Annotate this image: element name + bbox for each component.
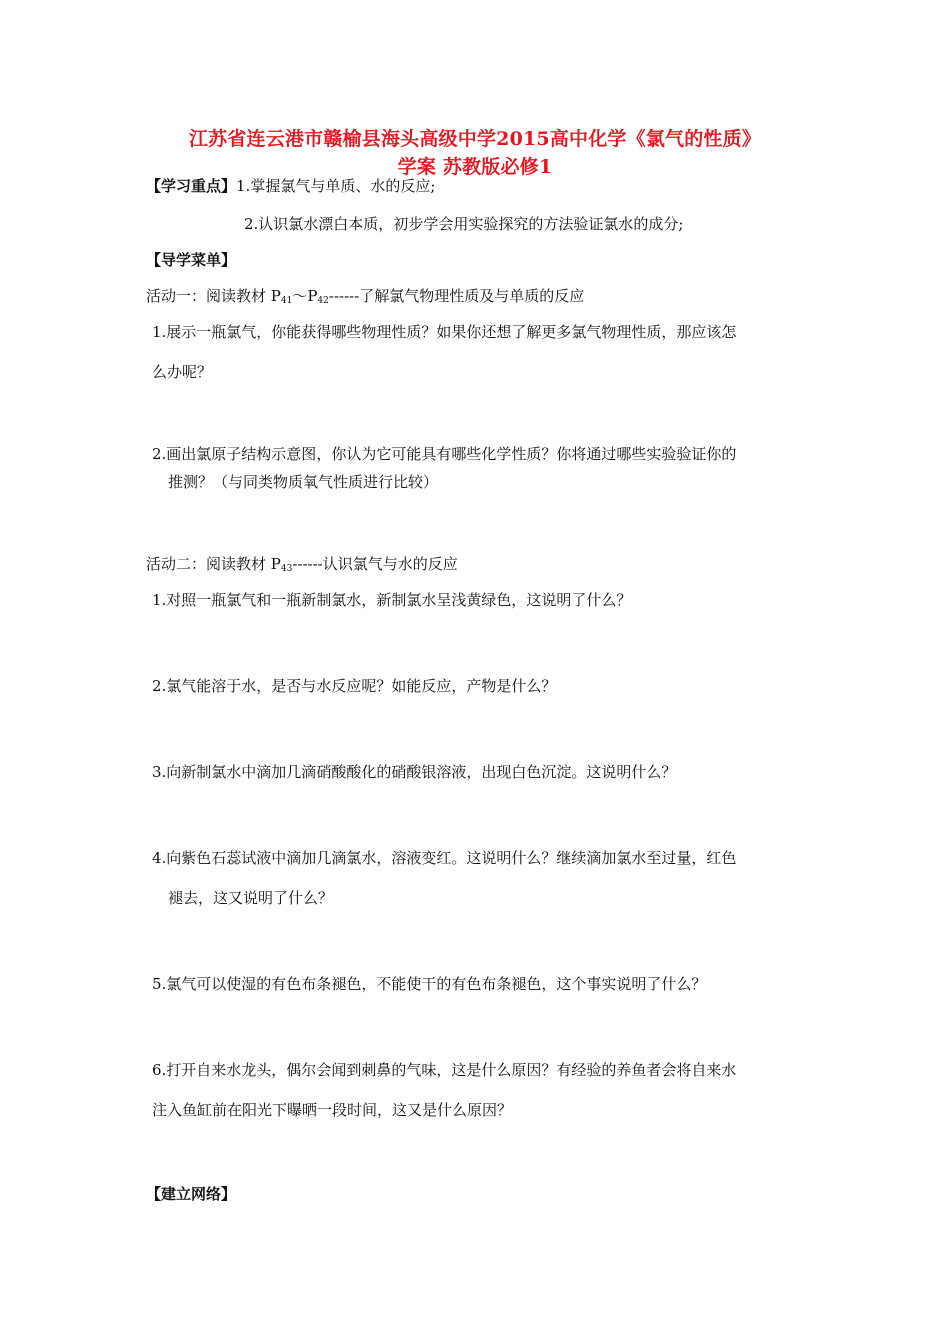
- activity-2-question-4-line-2: 褪去，这又说明了什么？: [168, 889, 334, 907]
- activity-1-question-2-line-2: 推测？（与同类物质氧气性质进行比较）: [168, 473, 439, 491]
- guide-menu-heading: 【导学菜单】: [146, 251, 237, 269]
- activity-1-heading: 活动一：阅读教材 $P_{41}\sim P_{42}------$了解氯气物理性质及与单质的反应: [146, 287, 585, 306]
- learning-focus-item-2: 2.认识氯水漂白本质，初步学会用实验探究的方法验证氯水的成分;: [244, 215, 684, 233]
- document-title-line2: 学案 苏教版必修1: [397, 156, 553, 178]
- activity-2-question-1: 1.对照一瓶氯气和一瓶新制氯水，新制氯水呈浅黄绿色，这说明了什么？: [152, 591, 632, 609]
- activity-1-question-2-line-1: 2.画出氯原子结构示意图，你认为它可能具有哪些化学性质？你将通过哪些实验验证你的: [152, 445, 737, 463]
- activity-1-question-1-line-1: 1.展示一瓶氯气，你能获得哪些物理性质？如果你还想了解更多氯气物理性质，那应该怎: [152, 323, 737, 341]
- activity-1-question-1-line-2: 么办呢？: [152, 363, 213, 381]
- learning-focus-label: 【学习重点】: [146, 177, 237, 195]
- activity-2-heading: 活动二：阅读教材 $P_{43}------$认识氯气与水的反应: [146, 555, 458, 574]
- document-title-line1: 江苏省连云港市赣榆县海头高级中学2015高中化学《氯气的性质》: [188, 128, 762, 150]
- learning-focus-row: [146, 176, 435, 196]
- activity-2-question-3: 3.向新制氯水中滴加几滴硝酸酸化的硝酸银溶液，出现白色沉淀。这说明什么？: [152, 763, 677, 781]
- activity-2-question-6-line-2: 注入鱼缸前在阳光下曝晒一段时间，这又是什么原因？: [152, 1101, 513, 1119]
- activity-2-question-5: 5.氯气可以使湿的有色布条褪色，不能使干的有色布条褪色，这个事实说明了什么？: [152, 975, 707, 993]
- learning-focus-item-1: 1.掌握氯气与单质、水的反应;: [236, 177, 436, 195]
- activity-2-question-4-line-1: 4.向紫色石蕊试液中滴加几滴氯水，溶液变红。这说明什么？继续滴加氯水至过量，红色: [152, 849, 737, 867]
- build-network-heading: 【建立网络】: [146, 1185, 237, 1203]
- activity-2-question-2: 2.氯气能溶于水，是否与水反应呢？如能反应，产物是什么？: [152, 677, 557, 695]
- activity-2-question-6-line-1: 6.打开自来水龙头，偶尔会闻到刺鼻的气味，这是什么原因？有经验的养鱼者会将自来水: [152, 1061, 737, 1079]
